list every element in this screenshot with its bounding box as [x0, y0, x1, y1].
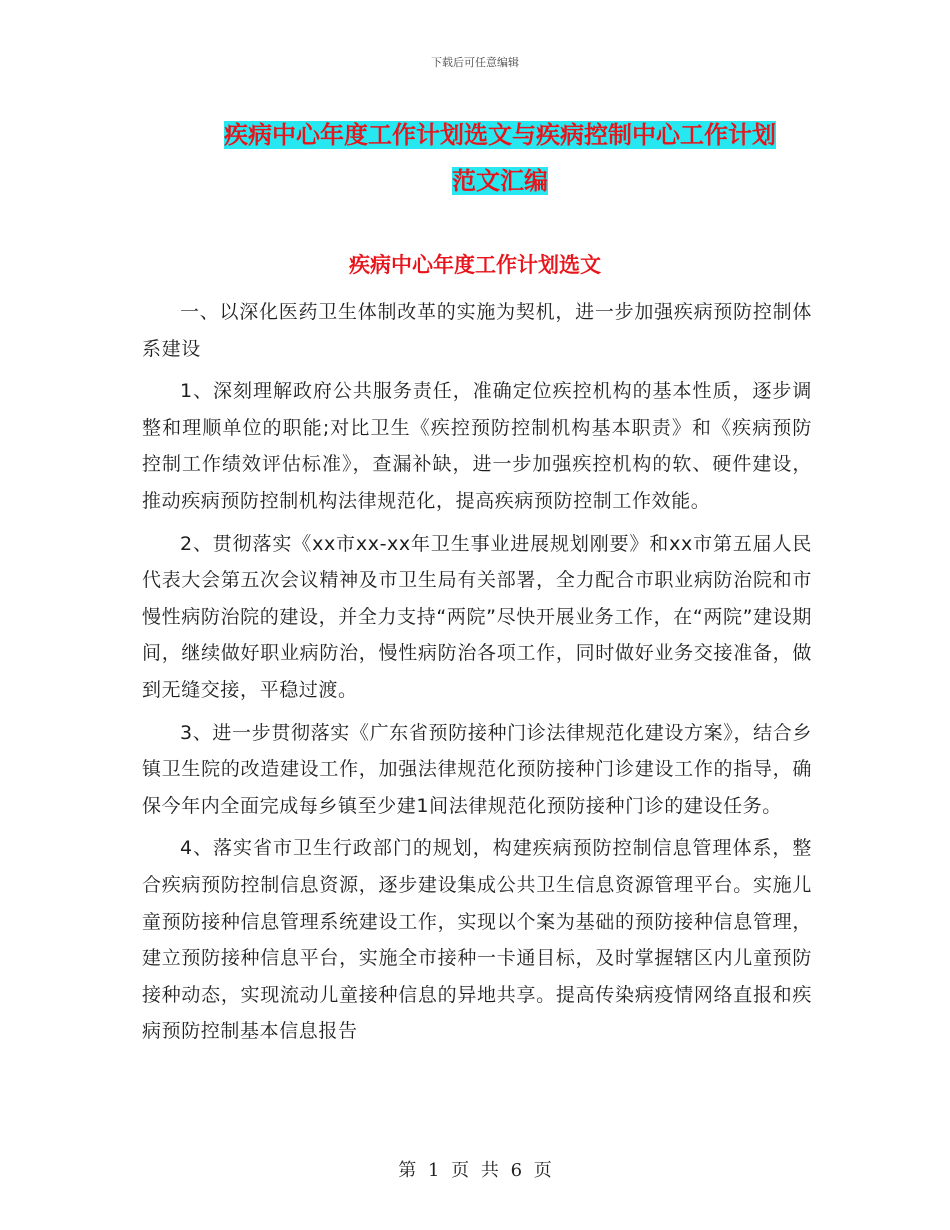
paragraph: 4、落实省市卫生行政部门的规划，构建疾病预防控制信息管理体系，整合疾病预防控制信息资源，逐步建设集成公共卫生信息资源管理平台。实施儿童预防接种信息管理系统建设工作，实现以个案为基础的预防接种信息管理，建立预防接种信息平台，实施全市接种一卡通目标，及时掌握辖区内儿童预防接种动态，实现流动儿童接种信息的异地共享。提高传染病疫情网络直报和疾病预防控制基本信息报告 [142, 837, 812, 1043]
paragraph: 2、贯彻落实《xx市xx-xx年卫生事业进展规划刚要》和xx市第五届人民代表大会第五次会议精神及市卫生局有关部署，全力配合市职业病防治院和市慢性病防治院的建设，并全力支持“两院”尽快开展业务工作，在“两院”建设期间，继续做好职业病防治，慢性病防治各项工作，同时做好业务交接准备，做到无缝交接，平稳过渡。 [142, 532, 812, 701]
document-title-line-1: 疾病中心年度工作计划选文与疾病控制中心工作计划 [224, 121, 776, 149]
paragraph: 1、深刻理解政府公共服务责任，准确定位疾控机构的基本性质，逐步调整和理顺单位的职能;对比卫生《疾控预防控制机构基本职责》和《疾病预防控制工作绩效评估标准》，查漏补缺，进一步加强疾控机构的软、硬件建设，推动疾病预防控制机构法律规范化，提高疾病预防控制工作效能。 [142, 380, 812, 512]
paragraph: 3、进一步贯彻落实《广东省预防接种门诊法律规范化建设方案》，结合乡镇卫生院的改造建设工作，加强法律规范化预防接种门诊建设工作的指导，确保今年内全面完成每乡镇至少建1间法律规范化预防接种门诊的建设任务。 [142, 721, 812, 817]
paragraph: 一、以深化医药卫生体制改革的实施为契机，进一步加强疾病预防控制体系建设 [142, 301, 812, 360]
page-header: 下载后可任意编辑 [431, 56, 519, 69]
section-title: 疾病中心年度工作计划选文 [349, 253, 601, 277]
document-title [150, 112, 850, 204]
document-body [142, 294, 812, 1056]
document-title-line-2: 范文汇编 [452, 167, 548, 195]
page-number: 第 1 页 共 6 页 [398, 1160, 552, 1181]
